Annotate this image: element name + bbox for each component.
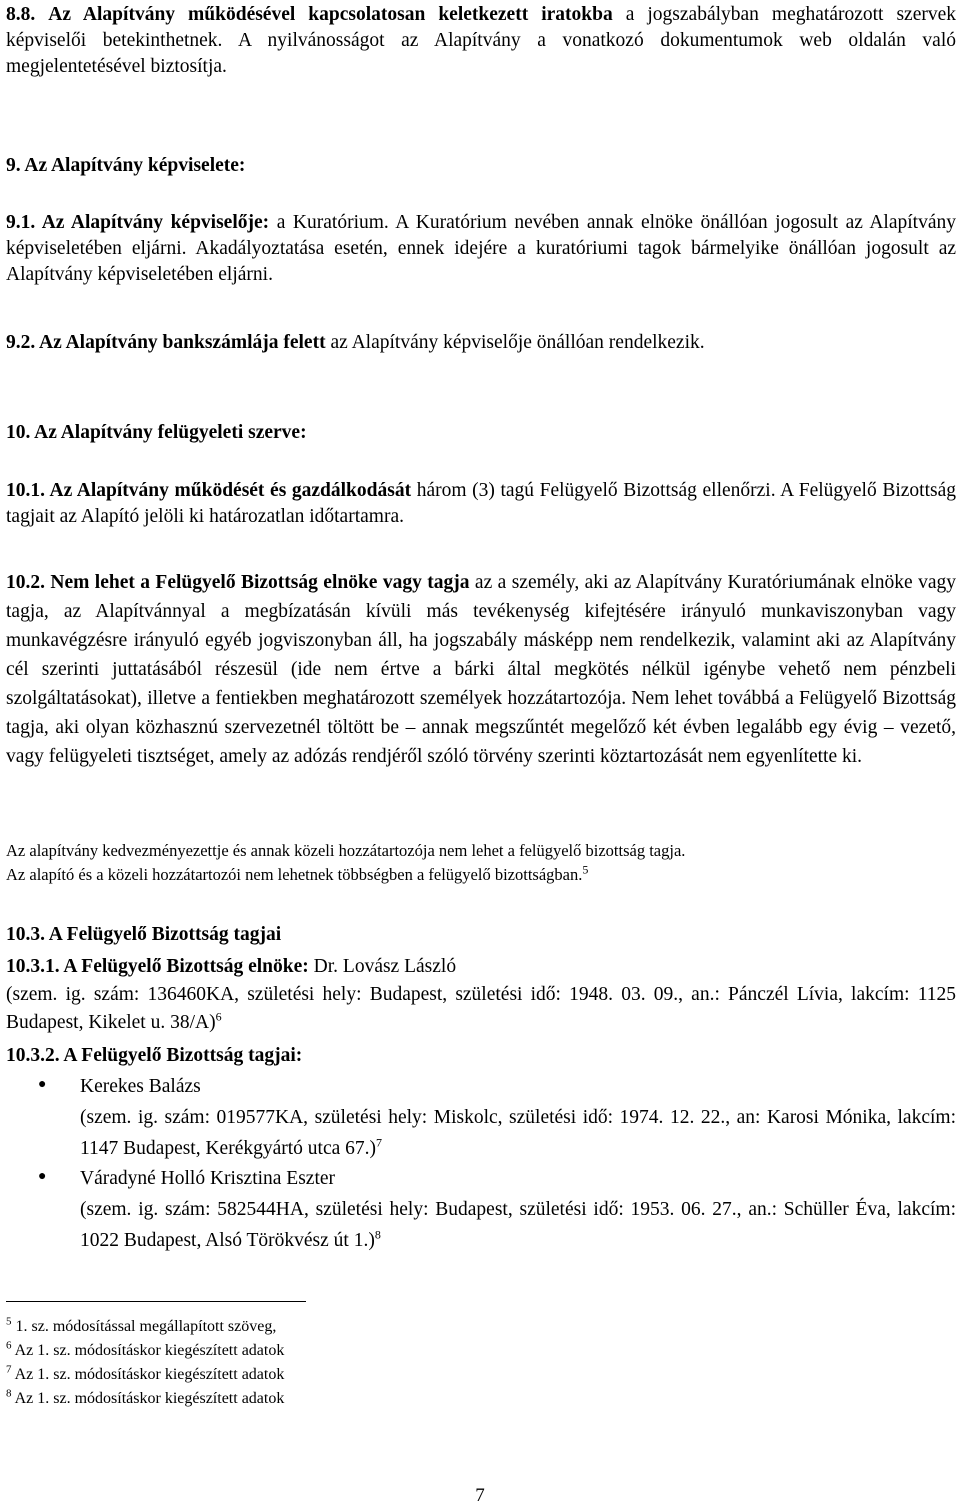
section-number: 8.8. [6,4,36,25]
paragraph-10-1 [6,478,956,530]
footnote [6,1340,284,1362]
list-item [80,1071,956,1164]
member-details: (szem. ig. szám: 582544HA, születési hely: Budapest, születési idő: 1953. 06. 27., an.: Schüller Éva, lakcím: 1022 Budapest, Alsó Törökvész út 1.) [80,1199,956,1251]
footnote [6,1364,284,1386]
paragraph-text: az Alapítvány képviselője önállóan rendelkezik. [330,332,705,353]
paragraph-10-3-1 [6,953,956,1037]
paragraph-text: a Kuratórium. A Kuratórium nevében annak elnöke önállóan jogosult az Alapítvány képviseletében eljárni. Akadályoztatása esetén, ennek idejére a kuratóriumi tagok bármelyike önállóan jogosult az Alapítvány képviseletében eljárni. [6,212,956,285]
footnote-number: 8 [6,1387,12,1400]
footnote-ref: 6 [215,1009,222,1024]
footnote-text: 1. sz. módosítással megállapított szöveg, [15,1318,277,1335]
footnote-number: 5 [6,1315,12,1328]
bold-phrase: 10.3.1. A Felügyelő Bizottság elnöke: [6,956,309,977]
footnote-separator [6,1301,306,1302]
footnote [6,1316,276,1338]
page-number: 7 [475,1485,485,1506]
note-text: Az alapító és a közeli hozzátartozói nem lehetnek többségben a felügyelő bizottságban. [6,865,583,884]
paragraph-9-2 [6,330,956,356]
paragraph-10-2-note-1: Az alapítvány kedvezményezettje és annak közeli hozzátartozója nem lehet a felügyelő bizottság tagja. [6,841,686,860]
list-item [80,1163,956,1256]
paragraph-9-1 [6,210,956,288]
footnote-ref: 7 [376,1135,383,1150]
paragraph-8-8 [6,2,956,80]
footnote [6,1388,284,1410]
footnote-ref: 5 [582,862,589,877]
heading-10-3: 10.3. A Felügyelő Bizottság tagjai [6,924,282,945]
bold-phrase: Nem lehet a Felügyelő Bizottság elnöke vagy tagja [50,572,470,593]
member-name: Váradyné Holló Krisztina Eszter [80,1168,336,1189]
bold-phrase: 9.1. Az Alapítvány képviselője: [6,212,270,233]
heading-10-3-2: 10.3.2. A Felügyelő Bizottság tagjai: [6,1045,303,1066]
bullet-icon: ● [38,1077,47,1092]
footnote-text: Az 1. sz. módosításkor kiegészített adatok [14,1342,285,1359]
member-details: (szem. ig. szám: 019577KA, születési hely: Miskolc, születési idő: 1974. 12. 22., an: Karosi Mónika, lakcím: 1147 Budapest, Kerékgyártó utca 67.) [80,1107,956,1159]
bold-phrase: Az Alapítvány működésével kapcsolatosan keletkezett iratokba [48,4,613,25]
chair-details: (szem. ig. szám: 136460KA, születési hely: Budapest, születési idő: 1948. 03. 09., an.: Pánczél Lívia, lakcím: 1125 Budapest, Kikelet u. 38/A) [6,984,956,1033]
paragraph-10-2-note-2 [6,863,956,887]
paragraph-text: a jogszabályban meghatározott szervek képviselői betekinthetnek. A nyilvánosságot az Alapítvány a vonatkozó dokumentumok web oldalán való megjelentetésével biztosítja. [6,4,957,77]
bold-phrase: 9.2. Az Alapítvány bankszámlája felett [6,332,326,353]
paragraph-10-2 [6,568,956,771]
footnote-ref: 8 [374,1227,381,1242]
footnote-number: 6 [6,1339,12,1352]
section-number: 10.2. [6,572,45,593]
chair-name: Dr. Lovász László [313,956,457,977]
member-name: Kerekes Balázs [80,1076,201,1097]
footnote-text: Az 1. sz. módosításkor kiegészített adatok [14,1390,285,1407]
heading-10: 10. Az Alapítvány felügyeleti szerve: [6,422,307,443]
footnote-number: 7 [6,1363,12,1376]
bullet-icon: ● [38,1169,47,1184]
paragraph-text: három (3) tagú Felügyelő Bizottság ellenőrzi. A Felügyelő Bizottság tagjait az Alapító jelöli ki határozatlan időtartamra. [6,480,956,527]
bold-phrase: 10.1. Az Alapítvány működését és gazdálkodását [6,480,412,501]
heading-9: 9. Az Alapítvány képviselete: [6,155,246,176]
footnote-text: Az 1. sz. módosításkor kiegészített adatok [14,1366,285,1383]
paragraph-text: az a személy, aki az Alapítvány Kuratóriumának elnöke vagy tagja, az Alapítvánnyal a megbízatásán kívüli más tevékenység kifejtésére irányuló munkaviszonyban vagy munkavégzésre irányuló egyéb jogviszonyban áll, ha jogszabály másképp nem rendelkezik, valamint aki az Alapítvány cél szerinti juttatásából részesül (ide nem értve a bárki által megkötés nélkül igénybe vehető nem pénzbeli szolgáltatásokat), illetve a fentiekben meghatározott személyek hozzátartozója. Nem lehet továbbá a Felügyelő Bizottság tagja, aki olyan közhasznú szervezetnél töltött be – annak megszűntét megelőző két évben legalább egy évig – vezető, vagy felügyeleti tisztséget, amely az adózás rendjéről szóló törvény szerinti köztartozását nem egyenlítette ki. [6,572,957,767]
